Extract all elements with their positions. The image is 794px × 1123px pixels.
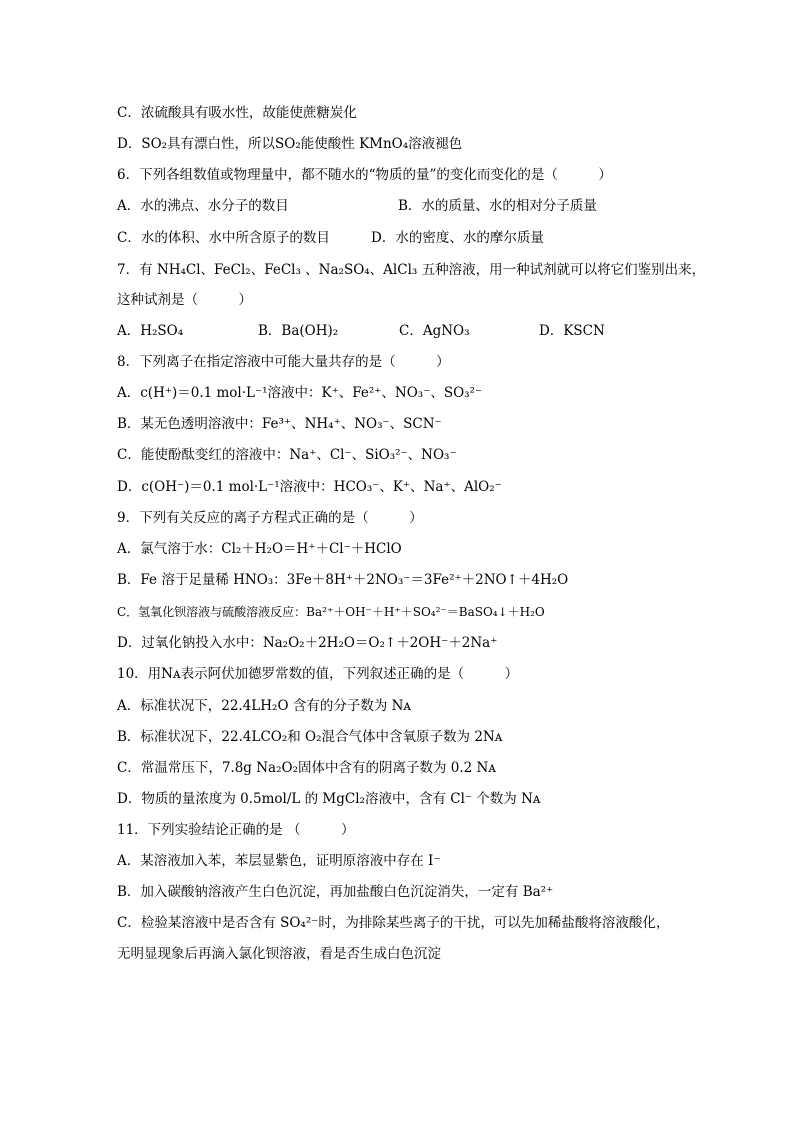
q11-option-c: C．检验某溶液中是否含有 SO₄²⁻时，为排除某些离子的干扰，可以先加稀盐酸将溶液酸化，	[117, 915, 670, 931]
q7-option-b: B．Ba(OH)₂	[258, 323, 339, 339]
q8-option-a: A．c(H⁺)＝0.1 mol·L⁻¹溶液中：K⁺、Fe²⁺、NO₃⁻、SO₃²⁻	[117, 385, 483, 401]
q5-option-c: C．浓硫酸具有吸水性，故能使蔗糖炭化	[117, 105, 357, 121]
question-9: 9．下列有关反应的离子方程式正确的是（ ）	[117, 510, 423, 526]
question-7: 7．有 NH₄Cl、FeCl₂、FeCl₃ 、Na₂SO₄、AlCl₃ 五种溶液，用一种试剂就可以将它们鉴别出来，	[117, 262, 706, 278]
q7-option-a: A．H₂SO₄	[117, 323, 184, 339]
q10-option-d: D．物质的量浓度为 0.5mol/L 的 MgCl₂溶液中，含有 Cl⁻ 个数为 Nᴀ	[117, 791, 541, 807]
q11-option-c-cont: 无明显现象后再滴入氯化钡溶液，看是否生成白色沉淀	[117, 946, 441, 962]
question-6: 6．下列各组数值或物理量中，都不随水的“物质的量”的变化而变化的是（ ）	[117, 167, 612, 183]
q10-option-a: A．标准状况下，22.4LH₂O 含有的分子数为 Nᴀ	[117, 698, 412, 714]
q8-option-b: B．某无色透明溶液中：Fe³⁺、NH₄⁺、NO₃⁻、SCN⁻	[117, 416, 442, 432]
q6-option-a: A．水的沸点、水分子的数目	[117, 198, 289, 214]
question-11: 11．下列实验结论正确的是 （ ）	[117, 822, 355, 838]
q8-option-c: C．能使酚酞变红的溶液中：Na⁺、Cl⁻、SiO₃²⁻、NO₃⁻	[117, 447, 457, 463]
q7-option-c: C．AgNO₃	[399, 323, 470, 339]
q11-option-b: B．加入碳酸钠溶液产生白色沉淀，再加盐酸白色沉淀消失，一定有 Ba²⁺	[117, 884, 554, 900]
q5-option-d: D．SO₂具有漂白性，所以SO₂能使酸性 KMnO₄溶液褪色	[117, 136, 463, 152]
question-7-cont: 这种试剂是（ ）	[117, 292, 252, 308]
q9-option-b: B．Fe 溶于足量稀 HNO₃：3Fe＋8H⁺＋2NO₃⁻＝3Fe²⁺＋2NO↑＋4H₂O	[117, 572, 569, 588]
q6-option-c: C．水的体积、水中所含原子的数目	[117, 230, 330, 246]
q7-option-d: D．KSCN	[539, 323, 605, 339]
q9-option-d: D．过氧化钠投入水中：Na₂O₂＋2H₂O＝O₂↑＋2OH⁻＋2Na⁺	[117, 635, 498, 651]
q10-option-c: C．常温常压下，7.8g Na₂O₂固体中含有的阴离子数为 0.2 Nᴀ	[117, 760, 496, 776]
question-10: 10．用Nᴀ表示阿伏加德罗常数的值，下列叙述正确的是（ ）	[117, 666, 519, 682]
q10-option-b: B．标准状况下，22.4LCO₂和 O₂混合气体中含氧原子数为 2Nᴀ	[117, 729, 503, 745]
q8-option-d: D．c(OH⁻)＝0.1 mol·L⁻¹溶液中：HCO₃⁻、K⁺、Na⁺、AlO₂⁻	[117, 479, 502, 495]
q6-option-b: B．水的质量、水的相对分子质量	[398, 198, 597, 214]
q6-option-d: D．水的密度、水的摩尔质量	[371, 230, 544, 246]
q9-option-a: A．氯气溶于水：Cl₂＋H₂O＝H⁺＋Cl⁻＋HClO	[117, 541, 402, 557]
question-8: 8．下列离子在指定溶液中可能大量共存的是（ ）	[117, 354, 450, 370]
q9-option-c: C．氢氧化钡溶液与硫酸溶液反应：Ba²⁺＋OH⁻＋H⁺＋SO₄²⁻＝BaSO₄↓＋H₂O	[117, 605, 545, 619]
q11-option-a: A．某溶液加入苯，苯层显紫色，证明原溶液中存在 I⁻	[117, 853, 441, 869]
